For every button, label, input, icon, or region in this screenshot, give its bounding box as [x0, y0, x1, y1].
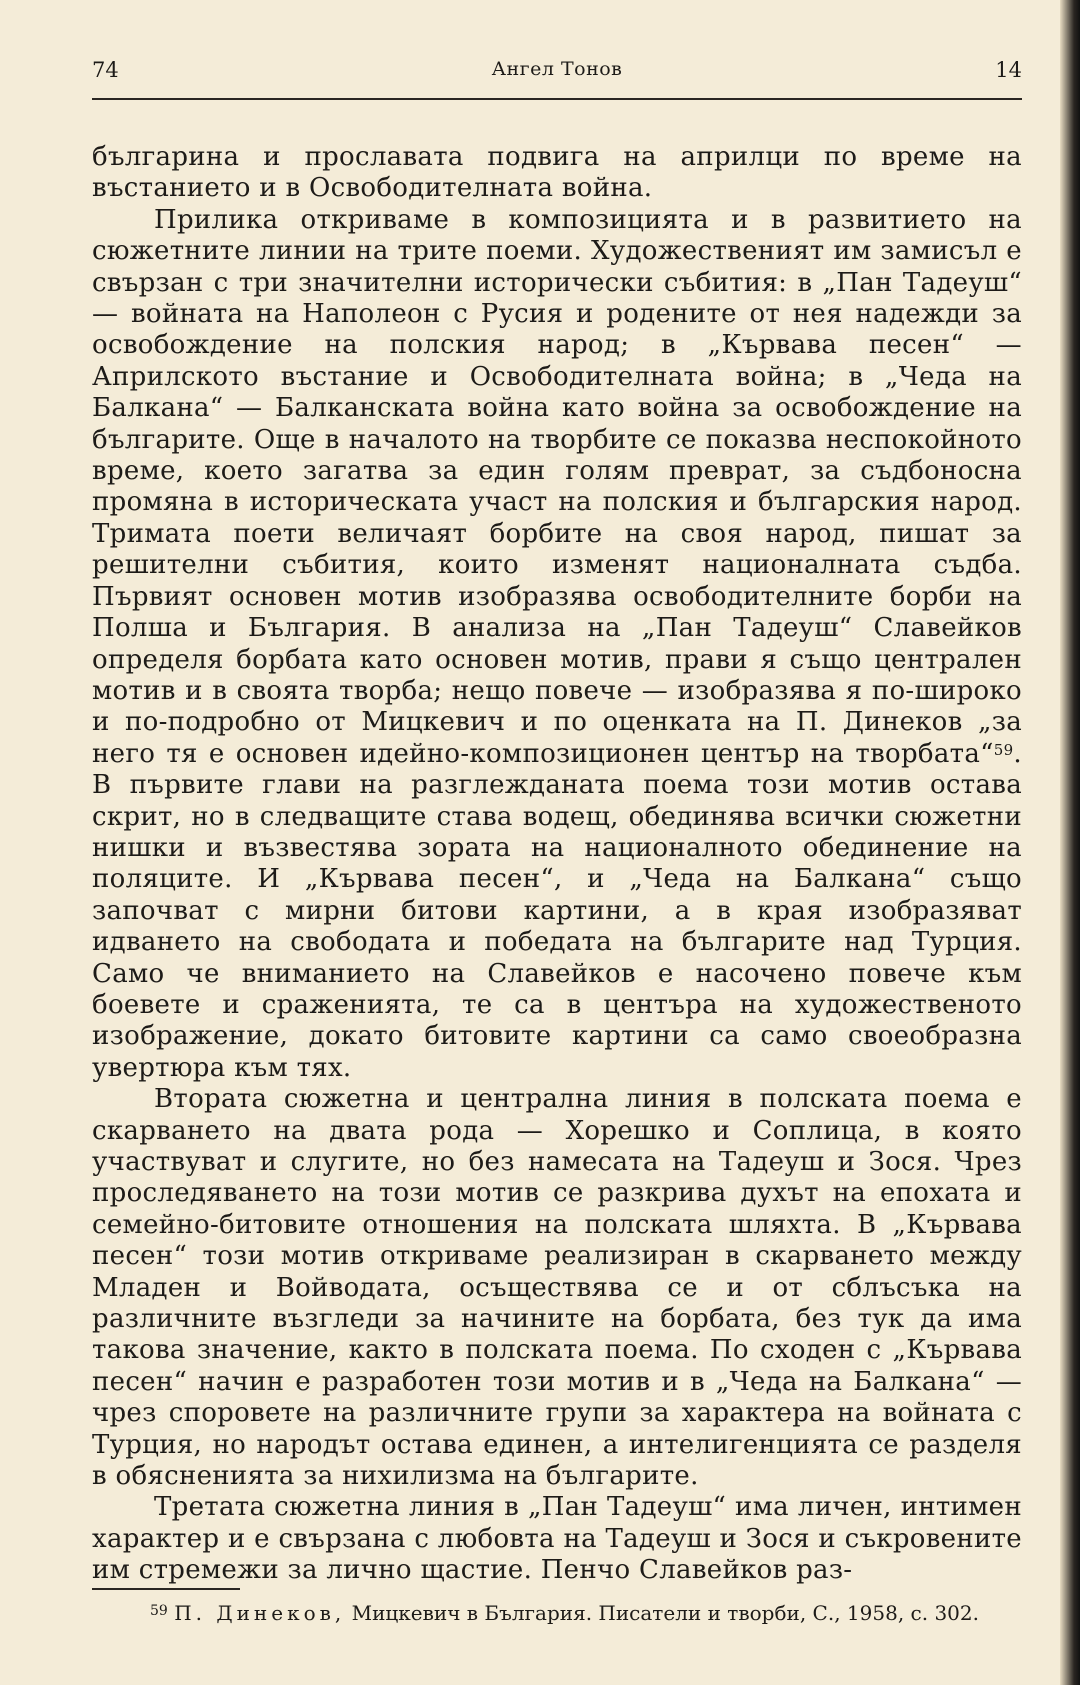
paragraph-3: Втората сюжетна и централна линия в полската поема е скарването на двата рода — Хорешко и Соплица, в която участвуват и слугите, но без намесата на Тадеуш и Зося. Чрез проследяването на този мотив се разкрива духът на епохата и семейно-битовите отношения на полската шляхта. В „Кървава песен“ този мотив откриваме реализиран в скарването между Младен и Войводата, осъществява се и от сблъсъка на различните възгледи за начините на борбата, без тук да има такова значение, както в полската поема. По сходен с „Кървава песен“ начин е разработен този мотив и в „Чеда на Балкана“ — чрез споровете на различните групи за характера на войната с Турция, но народът остава единен, а интелигенцията се разделя в обясненията за нихилизма на българите. — [92, 1084, 1022, 1492]
running-header-author: Ангел Тонов — [491, 58, 623, 80]
running-header — [92, 58, 1022, 92]
footnote-reference: 59 — [993, 740, 1014, 759]
paragraph-2-main: Прилика откриваме в композицията и в развитието на сюжетните линии на трите поеми. Художественият им замисъл е свързан с три значителни исторически събития: в „Пан Тадеуш“ — войната на Наполеон с Русия и родените от нея надежди за освобождение на полския народ; в „Кървава песен“ — Априлското въстание и Освободителната война; в „Чеда на Балкана“ — Балканската война като война за освобождение на българите. Още в началото на творбите се показва неспокойното време, което загатва за един голям преврат, за съдбоносна промяна в историческата участ на полския и българския народ. Тримата поети величаят борбите на своя народ, пишат за решителни събития, които изменят националната съдба. Първият основен мотив изобразява освободителните борби на Полша и България. В анализа на „Пан Тадеуш“ Славейков определя борбата като основен мотив, прави я също централен мотив и в своята творба; нещо повече — изобразява я по-широко и по-подробно от Мицкевич и по оценката на П. Динеков „за него тя е основен идейно-композиционен център на творбата“ — [92, 204, 1022, 769]
chapter-number: 14 — [995, 58, 1022, 82]
page-number: 74 — [92, 58, 119, 82]
footnote-number: 59 — [150, 1603, 168, 1619]
footnote — [92, 1598, 1022, 1628]
paragraph-2 — [92, 205, 1022, 1084]
paragraph-4: Третата сюжетна линия в „Пан Тадеуш“ има личен, интимен характер и е свързана с любовта на Тадеуш и Зося и съкровените им стремежи за лично щастие. Пенчо Славейков раз- — [92, 1492, 1022, 1586]
header-rule — [92, 98, 1022, 100]
page-edge-shadow — [1060, 0, 1080, 1685]
paragraph-2-tail: . В първите глави на разглежданата поема този мотив остава скрит, но в следващите става водещ, обединява всички сюжетни нишки и възвестява зората на националното обединение на поляците. И „Кървава песен“, и „Чеда на Балкана“ също започват с мирни битови картини, а в края изобразяват идването на свободата и победата на българите над Турция. Само че вниманието на Славейков е насочено повече към боевете и сраженията, те са в центъра на художественото изображение, докато битовите картини са само своеобразна увертюра към тях. — [92, 738, 1022, 1083]
footnote-rule — [92, 1588, 240, 1590]
footnote-text: Мицкевич в България. Писатели и творби, С., 1958, с. 302. — [351, 1601, 979, 1625]
paragraph-1: българина и прославата подвига на априлци по време на въстанието и в Освободителната война. — [92, 142, 1022, 204]
body-text — [92, 142, 1022, 1587]
footnote-author: П. Динеков, — [174, 1601, 346, 1625]
